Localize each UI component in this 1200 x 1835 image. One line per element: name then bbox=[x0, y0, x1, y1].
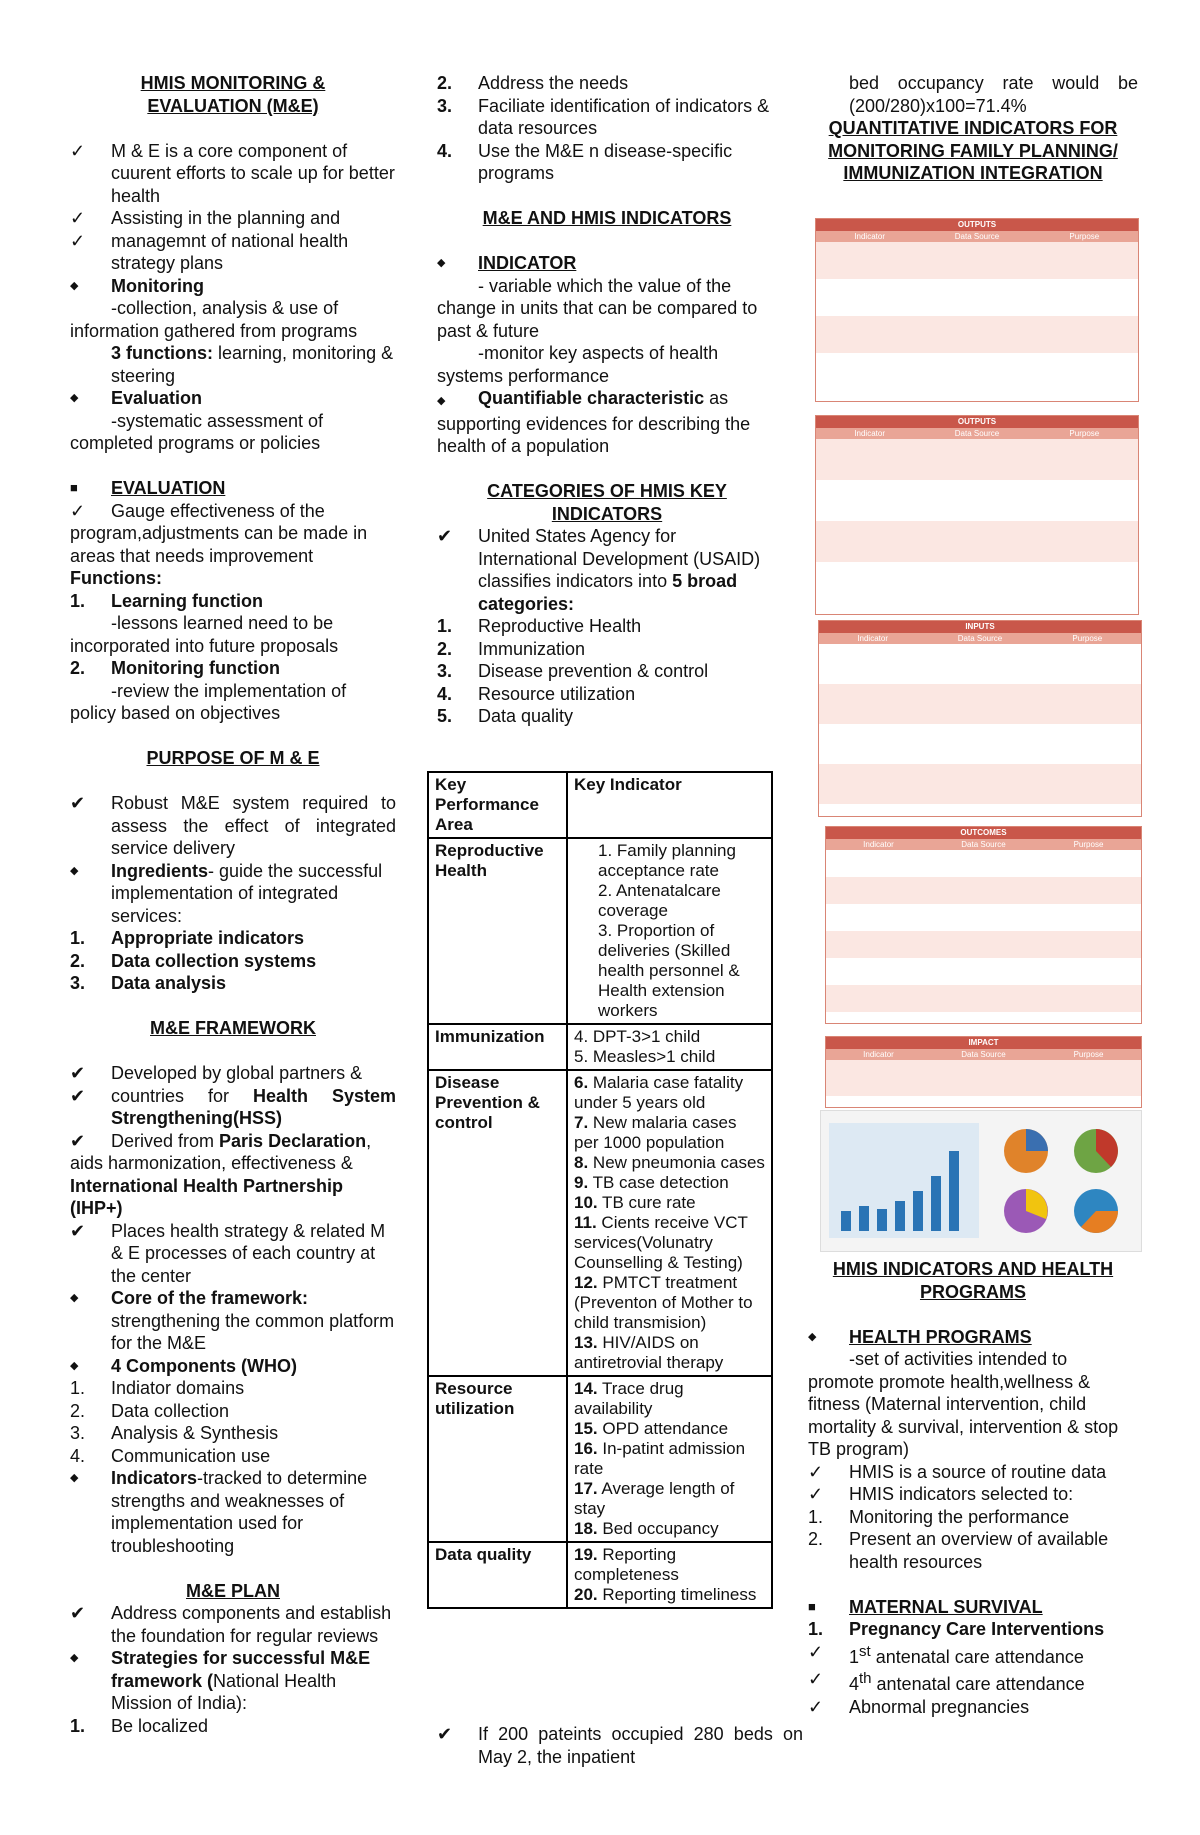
list-item: ◆ Evaluation bbox=[70, 388, 203, 408]
section-title: PURPOSE OF M & E bbox=[146, 748, 320, 768]
list-item: ◆ HEALTH PROGRAMS bbox=[808, 1326, 1032, 1347]
table-rows bbox=[816, 242, 1138, 390]
column-3-lower bbox=[808, 1258, 1138, 1718]
list-item: ✔ United States Agency for International Development (USAID) classifies indicators into 5 broad categories: bbox=[437, 526, 761, 614]
section-title: M&E FRAMEWORK bbox=[150, 1018, 316, 1038]
check-icon: ✔ bbox=[437, 526, 453, 546]
check-icon: ✓ bbox=[808, 1641, 824, 1662]
infographic-chart-image bbox=[820, 1110, 1142, 1252]
list-item: 4. Communication use bbox=[70, 1445, 271, 1466]
check-icon: ✓ bbox=[70, 230, 86, 251]
check-icon: ✓ bbox=[808, 1461, 824, 1482]
table-cell: Data quality bbox=[428, 1542, 567, 1608]
table-rows bbox=[819, 644, 1141, 804]
paragraph: ✔ Derived from Paris Declaration, aids harmonization, effectiveness & International Health Partnership (IHP+) bbox=[70, 1130, 372, 1218]
paragraph: ◆ Quantifiable characteristic as supporting evidences for describing the health of a population bbox=[437, 388, 751, 456]
check-icon: ✓ bbox=[808, 1484, 824, 1504]
list-item: 1. Indiator domains bbox=[70, 1378, 245, 1398]
list-item: 1. Be localized bbox=[70, 1715, 209, 1736]
list-item: ■ MATERNAL SURVIVAL bbox=[808, 1596, 1043, 1617]
outcomes-panel: OUTCOMES Indicator Data Source Purpose bbox=[825, 826, 1142, 1024]
diamond-icon: ◆ bbox=[808, 1330, 817, 1343]
table-row bbox=[428, 1376, 772, 1542]
check-icon: ✔ bbox=[437, 1724, 453, 1744]
table-cell: Resource utilization bbox=[428, 1376, 567, 1542]
paragraph: -collection, analysis & use of information gathered from programs bbox=[70, 298, 358, 341]
bar bbox=[859, 1206, 869, 1231]
list-item: ✔ Developed by global partners & bbox=[70, 1063, 363, 1083]
check-icon: ✓ bbox=[808, 1696, 824, 1717]
section-title: CATEGORIES OF HMIS KEY bbox=[487, 481, 727, 501]
section-title: M&E AND HMIS INDICATORS bbox=[482, 208, 732, 228]
section-title: HMIS MONITORING & bbox=[140, 73, 326, 93]
list-item: 2. Data collection systems bbox=[70, 950, 317, 971]
table-cell: 6. Malaria case fatality under 5 years old 7. New malaria cases per 1000 population 8. New pneumonia cases 9. TB case detection 10. TB cure rate 11. Cients receive VCT services(Volunatry Counselling & Testing) 12. PMTCT treatment (Preventon of Mother to child transmision) 13. HIV/AIDS on antiretrovial therapy bbox=[567, 1070, 772, 1376]
table-cell: Immunization bbox=[428, 1024, 567, 1070]
diamond-icon: ◆ bbox=[70, 279, 79, 292]
list-item: 3. Faciliate identification of indicators & data resources bbox=[437, 95, 770, 138]
table-rows bbox=[826, 1060, 1141, 1096]
square-icon: ■ bbox=[808, 1598, 816, 1614]
outputs-panel: OUTPUTS Indicator Data Source Purpose bbox=[815, 218, 1139, 402]
table-row bbox=[428, 772, 772, 838]
table-row bbox=[428, 1542, 772, 1608]
list-item: ✓ HMIS is a source of routine data bbox=[808, 1461, 1107, 1482]
list-item: ◆ Ingredients- guide the successful implementation of integrated services: bbox=[70, 860, 383, 926]
table-cell: Reproductive Health bbox=[428, 838, 567, 1024]
list-item: ◆ INDICATOR bbox=[437, 253, 577, 273]
table-rows bbox=[816, 439, 1138, 603]
list-item: ◆ Core of the framework: strengthening the common platform for the M&E bbox=[70, 1288, 395, 1353]
list-item: 3. Data analysis bbox=[70, 973, 227, 993]
list-item: 2. Present an overview of available health resources bbox=[808, 1529, 1109, 1572]
chart-thumbnail bbox=[821, 1111, 1141, 1251]
section-title: PROGRAMS bbox=[919, 1281, 1026, 1302]
section-title: MONITORING FAMILY PLANNING/ bbox=[828, 140, 1118, 161]
list-item: 2. Monitoring function bbox=[70, 658, 280, 678]
check-icon: ✔ bbox=[70, 793, 86, 813]
paragraph: -systematic assessment of completed programs or policies bbox=[70, 410, 324, 453]
paragraph: bed occupancy rate would be (200/280)x100=71.4% bbox=[849, 73, 1138, 116]
list-item: ✔ countries for Health System Strengthening(HSS) bbox=[70, 1085, 396, 1128]
list-item: 1. Pregnancy Care Interventions bbox=[808, 1619, 1105, 1639]
list-item: 5. Data quality bbox=[437, 706, 574, 726]
kpi-table bbox=[427, 771, 773, 1609]
diamond-icon: ◆ bbox=[70, 864, 79, 877]
table-cell: 1. Family planning acceptance rate 2. Antenatalcare coverage 3. Proportion of deliveries (Skilled health personnel & Health extension workers bbox=[567, 838, 772, 1024]
list-item: 1. Reproductive Health bbox=[437, 616, 642, 636]
list-item: ✓ HMIS indicators selected to: bbox=[808, 1484, 1074, 1504]
paragraph: -set of activities intended to promote promote health,wellness & fitness (Maternal intervention, child mortality & survival, intervention & stop TB program) bbox=[808, 1349, 1119, 1459]
section-title: HMIS INDICATORS AND HEALTH bbox=[832, 1259, 1114, 1279]
section-title: M&E PLAN bbox=[186, 1580, 280, 1601]
check-icon: ✔ bbox=[70, 1063, 86, 1083]
paragraph: -monitor key aspects of health systems performance bbox=[437, 343, 719, 386]
list-item: 3. Analysis & Synthesis bbox=[70, 1423, 279, 1443]
outputs-panel: OUTPUTS Indicator Data Source Purpose bbox=[815, 415, 1139, 615]
list-item: ✓ M & E is a core component of cuurent efforts to scale up for better health bbox=[70, 140, 395, 206]
table-cell: Disease Prevention & control bbox=[428, 1070, 567, 1376]
section-title: QUANTITATIVE INDICATORS FOR bbox=[828, 118, 1118, 138]
table-header: Key Performance Area bbox=[428, 772, 567, 838]
label: Functions: bbox=[70, 568, 162, 588]
bar bbox=[949, 1151, 959, 1231]
diamond-icon: ◆ bbox=[70, 1359, 79, 1372]
list-item: ✓ 4th antenatal care attendance bbox=[808, 1669, 1085, 1694]
diamond-icon: ◆ bbox=[437, 257, 446, 269]
paragraph: -lessons learned need to be incorporated into future proposals bbox=[70, 613, 339, 656]
table-cell: 4. DPT-3>1 child 5. Measles>1 child bbox=[567, 1024, 772, 1070]
section-title: EVALUATION (M&E) bbox=[147, 95, 319, 116]
check-icon: ✔ bbox=[70, 1220, 86, 1241]
list-item: ✔ Places health strategy & related M & E processes of each country at the center bbox=[70, 1220, 386, 1286]
list-item: 2. Data collection bbox=[70, 1400, 230, 1421]
square-icon: ■ bbox=[70, 480, 78, 495]
list-item: ✔ Robust M&E system required to assess the effect of integrated service delivery bbox=[70, 793, 396, 858]
list-item: ◆ Strategies for successful M&E framework (National Health Mission of India): bbox=[70, 1648, 371, 1713]
list-item: ✓ 1st antenatal care attendance bbox=[808, 1641, 1084, 1667]
check-icon: ✔ bbox=[70, 1130, 86, 1151]
paragraph: - variable which the value of the change in units that can be compared to past & future bbox=[437, 275, 758, 341]
table-header: Key Indicator bbox=[567, 772, 772, 838]
list-item: ✓ managemnt of national health strategy plans bbox=[70, 230, 349, 273]
list-item: ✔ Address components and establish the foundation for regular reviews bbox=[70, 1603, 392, 1646]
list-item: ✓ Abnormal pregnancies bbox=[808, 1696, 1030, 1717]
diamond-icon: ◆ bbox=[437, 395, 446, 407]
list-item: ■ EVALUATION bbox=[70, 478, 226, 498]
table-row bbox=[428, 1070, 772, 1376]
paragraph: ✓ Gauge effectiveness of the program,adjustments can be made in areas that needs improvement bbox=[70, 500, 368, 566]
list-item: ◆ Indicators-tracked to determine strengths and weaknesses of implementation used for troubleshooting bbox=[70, 1468, 368, 1556]
inputs-panel: INPUTS Indicator Data Source Purpose bbox=[818, 620, 1142, 817]
check-icon: ✔ bbox=[70, 1085, 86, 1106]
list-item: ✓ Assisting in the planning and bbox=[70, 208, 341, 228]
bar bbox=[913, 1191, 923, 1231]
check-icon: ✓ bbox=[70, 140, 86, 161]
column-3 bbox=[808, 72, 1138, 185]
check-icon: ✔ bbox=[70, 1603, 86, 1623]
check-icon: ✓ bbox=[70, 208, 86, 228]
table-row bbox=[428, 1024, 772, 1070]
column-2 bbox=[437, 72, 777, 728]
bar bbox=[895, 1201, 905, 1231]
diamond-icon: ◆ bbox=[70, 1472, 79, 1484]
diamond-icon: ◆ bbox=[70, 392, 79, 404]
list-item: ◆ Monitoring bbox=[70, 275, 204, 296]
list-item: 1. Monitoring the performance bbox=[808, 1506, 1070, 1527]
diamond-icon: ◆ bbox=[70, 1652, 79, 1664]
check-icon: ✓ bbox=[808, 1669, 824, 1689]
check-icon: ✓ bbox=[70, 500, 86, 521]
impact-panel: IMPACT Indicator Data Source Purpose bbox=[825, 1036, 1142, 1108]
bar bbox=[841, 1211, 851, 1231]
list-item: ✔ If 200 pateints occupied 280 beds on May 2, the inpatient bbox=[437, 1724, 803, 1767]
list-item: ◆ 4 Components (WHO) bbox=[70, 1355, 297, 1376]
diamond-icon: ◆ bbox=[70, 1292, 79, 1304]
list-item: 1. Appropriate indicators bbox=[70, 928, 305, 948]
list-item: 4. Resource utilization bbox=[437, 683, 636, 704]
table-cell: 14. Trace drug availability 15. OPD attendance 16. In-patint admission rate 17. Average length of stay 18. Bed occupancy bbox=[567, 1376, 772, 1542]
list-item: 4. Use the M&E n disease-specific programs bbox=[437, 140, 733, 183]
column-1 bbox=[70, 72, 396, 1737]
list-item: 2. Address the needs bbox=[437, 73, 629, 93]
paragraph: -review the implementation of policy based on objectives bbox=[70, 680, 347, 723]
table-rows bbox=[826, 850, 1141, 1012]
table-row bbox=[428, 838, 772, 1024]
bar bbox=[877, 1209, 887, 1231]
list-item: 2. Immunization bbox=[437, 638, 586, 659]
list-item: 3. Disease prevention & control bbox=[437, 661, 709, 681]
list-item: 1. Learning function bbox=[70, 590, 263, 611]
section-title: INDICATORS bbox=[551, 503, 663, 524]
pie-slice bbox=[1026, 1129, 1048, 1151]
bar bbox=[931, 1176, 941, 1231]
paragraph: 3 functions: learning, monitoring & steering bbox=[111, 343, 394, 386]
table-cell: 19. Reporting completeness 20. Reporting timeliness bbox=[567, 1542, 772, 1608]
section-title: IMMUNIZATION INTEGRATION bbox=[843, 163, 1103, 183]
